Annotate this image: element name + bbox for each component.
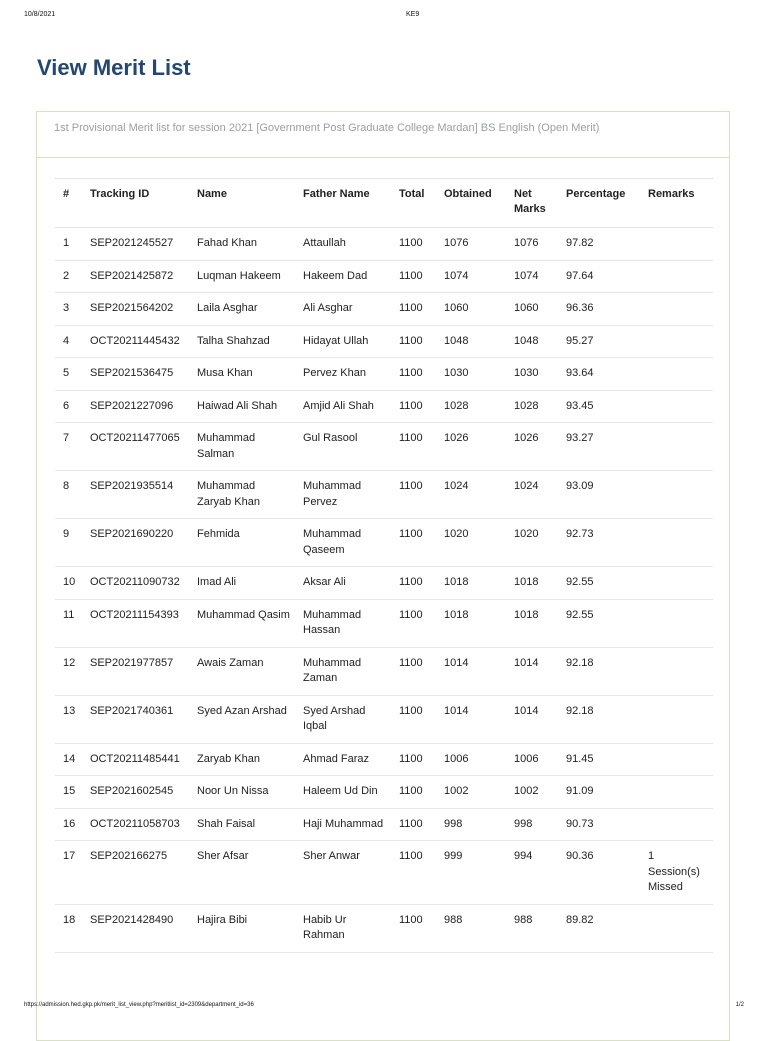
- table-cell: SEP2021564202: [82, 293, 189, 326]
- table-cell: 6: [55, 390, 82, 423]
- table-cell: 96.36: [558, 293, 640, 326]
- table-cell: 1020: [506, 519, 558, 567]
- table-cell: [640, 358, 713, 391]
- table-cell: 95.27: [558, 325, 640, 358]
- table-cell: Muhammad Zaman: [295, 647, 391, 695]
- table-cell: 1100: [391, 743, 436, 776]
- table-row: [55, 808, 713, 841]
- table-cell: 97.64: [558, 260, 640, 293]
- table-row: [55, 647, 713, 695]
- table-cell: 1100: [391, 358, 436, 391]
- table-cell: SEP2021690220: [82, 519, 189, 567]
- table-cell: [640, 423, 713, 471]
- table-cell: Hidayat Ullah: [295, 325, 391, 358]
- table-cell: SEP202166275: [82, 841, 189, 905]
- table-cell: Hakeem Dad: [295, 260, 391, 293]
- column-header: Remarks: [640, 179, 713, 228]
- table-row: [55, 519, 713, 567]
- table-cell: [640, 390, 713, 423]
- table-cell: 1100: [391, 293, 436, 326]
- table-cell: Hajira Bibi: [189, 904, 295, 952]
- table-cell: 1100: [391, 471, 436, 519]
- table-cell: 1100: [391, 325, 436, 358]
- table-cell: 998: [506, 808, 558, 841]
- table-cell: Muhammad Salman: [189, 423, 295, 471]
- table-cell: Haji Muhammad: [295, 808, 391, 841]
- table-cell: SEP2021428490: [82, 904, 189, 952]
- table-cell: [640, 695, 713, 743]
- table-cell: OCT20211058703: [82, 808, 189, 841]
- table-cell: 1 Session(s) Missed: [640, 841, 713, 905]
- table-cell: Haiwad Ali Shah: [189, 390, 295, 423]
- merit-list-subtitle: 1st Provisional Merit list for session 2021 [Government Post Graduate College Mardan] BS English (Open Merit): [37, 112, 729, 158]
- table-cell: Laila Asghar: [189, 293, 295, 326]
- table-cell: 5: [55, 358, 82, 391]
- table-header-row: [55, 179, 713, 228]
- table-cell: 1014: [436, 647, 506, 695]
- table-cell: [640, 776, 713, 809]
- table-cell: 1026: [506, 423, 558, 471]
- table-cell: 1076: [506, 228, 558, 261]
- table-cell: SEP2021740361: [82, 695, 189, 743]
- table-row: [55, 776, 713, 809]
- table-cell: [640, 471, 713, 519]
- table-cell: 1100: [391, 904, 436, 952]
- table-cell: SEP2021935514: [82, 471, 189, 519]
- table-cell: 994: [506, 841, 558, 905]
- table-cell: 92.55: [558, 599, 640, 647]
- table-cell: 2: [55, 260, 82, 293]
- table-cell: [640, 567, 713, 600]
- table-cell: [640, 325, 713, 358]
- table-cell: OCT20211477065: [82, 423, 189, 471]
- table-cell: 1076: [436, 228, 506, 261]
- table-cell: 1100: [391, 776, 436, 809]
- table-row: [55, 423, 713, 471]
- table-cell: 1100: [391, 519, 436, 567]
- table-cell: 1002: [436, 776, 506, 809]
- table-cell: 1028: [436, 390, 506, 423]
- table-cell: OCT20211485441: [82, 743, 189, 776]
- table-cell: 92.73: [558, 519, 640, 567]
- table-row: [55, 567, 713, 600]
- column-header: Tracking ID: [82, 179, 189, 228]
- table-cell: [640, 260, 713, 293]
- table-cell: 93.45: [558, 390, 640, 423]
- table-cell: 1006: [506, 743, 558, 776]
- page-title: View Merit List: [37, 55, 191, 80]
- table-cell: Muhammad Qasim: [189, 599, 295, 647]
- table-cell: Muhammad Pervez: [295, 471, 391, 519]
- table-cell: 4: [55, 325, 82, 358]
- table-cell: SEP2021536475: [82, 358, 189, 391]
- table-cell: Amjid Ali Shah: [295, 390, 391, 423]
- column-header: Father Name: [295, 179, 391, 228]
- merit-list-card: [36, 111, 730, 1041]
- table-cell: 7: [55, 423, 82, 471]
- table-cell: 12: [55, 647, 82, 695]
- table-cell: 91.09: [558, 776, 640, 809]
- table-cell: 1030: [436, 358, 506, 391]
- table-cell: 1100: [391, 228, 436, 261]
- print-app-name: KE9: [406, 11, 420, 18]
- table-cell: SEP2021977857: [82, 647, 189, 695]
- table-cell: 92.55: [558, 567, 640, 600]
- table-cell: 1100: [391, 260, 436, 293]
- table-cell: 1100: [391, 808, 436, 841]
- table-row: [55, 695, 713, 743]
- table-cell: Shah Faisal: [189, 808, 295, 841]
- table-cell: 1014: [506, 695, 558, 743]
- column-header: Name: [189, 179, 295, 228]
- table-row: [55, 358, 713, 391]
- table-cell: [640, 599, 713, 647]
- column-header: Percentage: [558, 179, 640, 228]
- table-cell: 1060: [436, 293, 506, 326]
- table-cell: Noor Un Nissa: [189, 776, 295, 809]
- table-cell: Syed Arshad Iqbal: [295, 695, 391, 743]
- table-cell: 15: [55, 776, 82, 809]
- column-header: Total: [391, 179, 436, 228]
- table-cell: 90.36: [558, 841, 640, 905]
- table-cell: Sher Anwar: [295, 841, 391, 905]
- table-cell: 1014: [436, 695, 506, 743]
- merit-table: [55, 178, 713, 953]
- table-cell: 16: [55, 808, 82, 841]
- table-cell: 14: [55, 743, 82, 776]
- table-row: [55, 904, 713, 952]
- print-url: https://admission.hed.gkp.pk/merit_list_view.php?meritlist_id=2309&department_id=36: [24, 1002, 254, 1008]
- table-cell: [640, 904, 713, 952]
- table-cell: [640, 519, 713, 567]
- table-cell: Attaullah: [295, 228, 391, 261]
- table-cell: 1024: [506, 471, 558, 519]
- table-row: [55, 390, 713, 423]
- print-page-number: 1/2: [735, 1002, 744, 1008]
- table-cell: 1018: [436, 599, 506, 647]
- table-cell: 999: [436, 841, 506, 905]
- table-cell: 11: [55, 599, 82, 647]
- table-cell: Pervez Khan: [295, 358, 391, 391]
- table-row: [55, 293, 713, 326]
- table-cell: [640, 808, 713, 841]
- table-row: [55, 260, 713, 293]
- table-cell: 1074: [436, 260, 506, 293]
- table-cell: Muhammad Qaseem: [295, 519, 391, 567]
- table-row: [55, 471, 713, 519]
- table-cell: Gul Rasool: [295, 423, 391, 471]
- table-cell: 91.45: [558, 743, 640, 776]
- table-cell: 1018: [506, 567, 558, 600]
- table-cell: OCT20211090732: [82, 567, 189, 600]
- table-cell: [640, 647, 713, 695]
- table-cell: 90.73: [558, 808, 640, 841]
- column-header: Obtained: [436, 179, 506, 228]
- table-cell: Muhammad Hassan: [295, 599, 391, 647]
- table-cell: 1002: [506, 776, 558, 809]
- table-cell: 1100: [391, 647, 436, 695]
- table-cell: 1014: [506, 647, 558, 695]
- table-cell: 1074: [506, 260, 558, 293]
- table-cell: Aksar Ali: [295, 567, 391, 600]
- table-cell: [640, 743, 713, 776]
- table-cell: 1018: [506, 599, 558, 647]
- table-cell: 9: [55, 519, 82, 567]
- table-cell: Awais Zaman: [189, 647, 295, 695]
- table-cell: 10: [55, 567, 82, 600]
- table-cell: Ali Asghar: [295, 293, 391, 326]
- table-cell: OCT20211154393: [82, 599, 189, 647]
- table-cell: 1006: [436, 743, 506, 776]
- table-cell: 988: [436, 904, 506, 952]
- table-cell: 92.18: [558, 695, 640, 743]
- table-cell: [640, 228, 713, 261]
- table-cell: 93.64: [558, 358, 640, 391]
- column-header: #: [55, 179, 82, 228]
- table-row: [55, 599, 713, 647]
- table-cell: 988: [506, 904, 558, 952]
- table-cell: Fahad Khan: [189, 228, 295, 261]
- table-cell: Haleem Ud Din: [295, 776, 391, 809]
- table-cell: Musa Khan: [189, 358, 295, 391]
- table-row: [55, 743, 713, 776]
- table-cell: 93.27: [558, 423, 640, 471]
- table-cell: SEP2021227096: [82, 390, 189, 423]
- table-cell: 1020: [436, 519, 506, 567]
- table-cell: 1028: [506, 390, 558, 423]
- table-cell: 1060: [506, 293, 558, 326]
- table-cell: 1: [55, 228, 82, 261]
- table-cell: Sher Afsar: [189, 841, 295, 905]
- table-cell: 3: [55, 293, 82, 326]
- print-date: 10/8/2021: [24, 11, 56, 18]
- table-cell: 93.09: [558, 471, 640, 519]
- table-cell: 1026: [436, 423, 506, 471]
- table-cell: 18: [55, 904, 82, 952]
- table-cell: 998: [436, 808, 506, 841]
- table-cell: Imad Ali: [189, 567, 295, 600]
- table-row: [55, 228, 713, 261]
- table-cell: 97.82: [558, 228, 640, 261]
- table-cell: Syed Azan Arshad: [189, 695, 295, 743]
- table-cell: 1100: [391, 423, 436, 471]
- table-cell: Habib Ur Rahman: [295, 904, 391, 952]
- table-cell: 1018: [436, 567, 506, 600]
- table-cell: Zaryab Khan: [189, 743, 295, 776]
- table-cell: 1100: [391, 567, 436, 600]
- table-row: [55, 325, 713, 358]
- table-cell: Fehmida: [189, 519, 295, 567]
- table-cell: SEP2021245527: [82, 228, 189, 261]
- table-cell: Muhammad Zaryab Khan: [189, 471, 295, 519]
- table-cell: 13: [55, 695, 82, 743]
- table-cell: 1030: [506, 358, 558, 391]
- table-cell: 17: [55, 841, 82, 905]
- table-cell: Talha Shahzad: [189, 325, 295, 358]
- table-cell: 1100: [391, 841, 436, 905]
- table-cell: [640, 293, 713, 326]
- table-cell: 89.82: [558, 904, 640, 952]
- column-header: Net Marks: [506, 179, 558, 228]
- table-cell: 1100: [391, 599, 436, 647]
- table-cell: Ahmad Faraz: [295, 743, 391, 776]
- table-cell: OCT20211445432: [82, 325, 189, 358]
- table-cell: 1100: [391, 695, 436, 743]
- table-cell: 1048: [436, 325, 506, 358]
- table-cell: 1024: [436, 471, 506, 519]
- table-cell: Luqman Hakeem: [189, 260, 295, 293]
- table-cell: 1048: [506, 325, 558, 358]
- table-cell: 1100: [391, 390, 436, 423]
- table-body: [55, 228, 713, 953]
- table-cell: SEP2021425872: [82, 260, 189, 293]
- table-cell: SEP2021602545: [82, 776, 189, 809]
- table-cell: 8: [55, 471, 82, 519]
- table-cell: 92.18: [558, 647, 640, 695]
- table-row: [55, 841, 713, 905]
